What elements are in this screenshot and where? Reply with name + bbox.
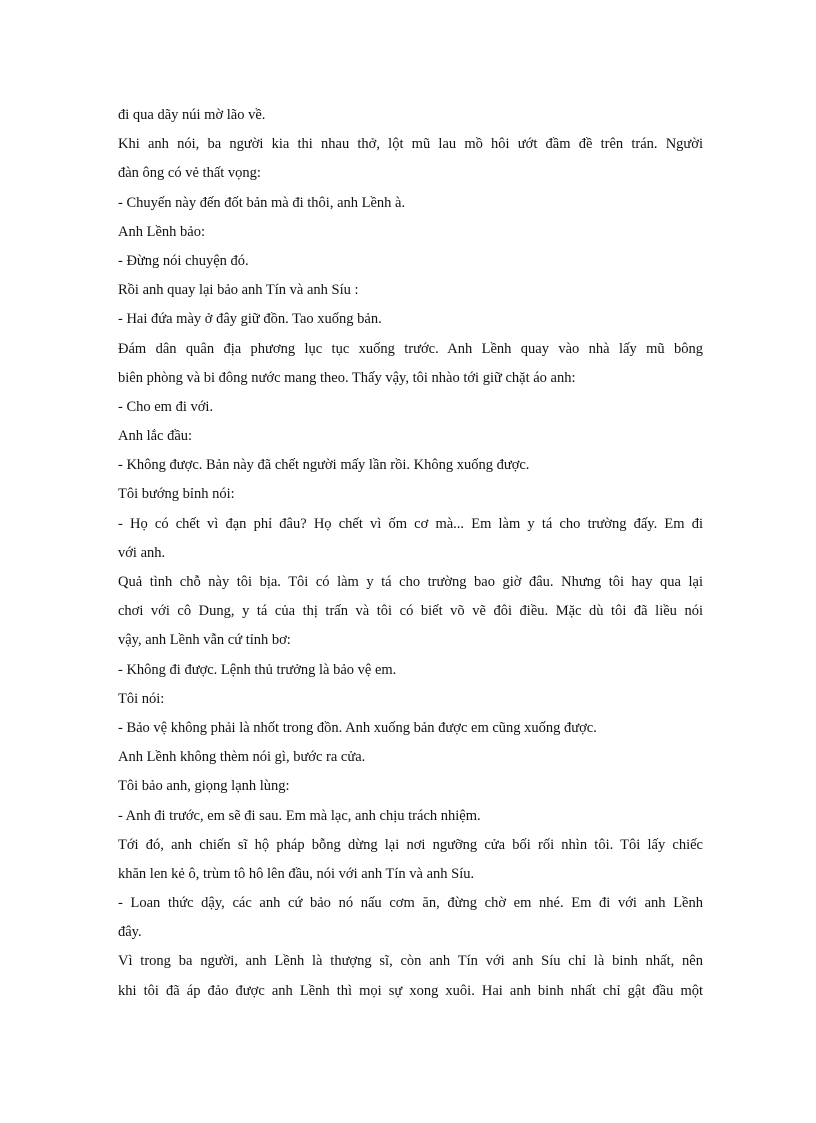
text-line: vậy, anh Lềnh vẫn cứ tỉnh bơ: [118, 632, 291, 649]
text-line: Anh Lềnh không thèm nói gì, bước ra cửa. [118, 749, 366, 766]
text-line: Tôi bảo anh, giọng lạnh lùng: [118, 778, 290, 795]
body-text [118, 101, 703, 1006]
text-line: khăn len kẻ ô, trùm tô hô lên đầu, nói với anh Tín và anh Síu. [118, 865, 475, 882]
text-line: Tôi nói: [118, 690, 165, 707]
text-line: Tôi bướng bỉnh nói: [118, 486, 235, 503]
text-line: với anh. [118, 544, 166, 561]
text-line: Tới đó, anh chiến sĩ hộ pháp bỗng dừng lại nơi ngưỡng cửa bối rối nhìn tôi. Tôi lấy chiếc [118, 836, 703, 853]
text-line: Vì trong ba người, anh Lềnh là thượng sĩ, còn anh Tín với anh Síu chỉ là binh nhất, nên [118, 953, 703, 970]
text-line: - Bảo vệ không phải là nhốt trong đồn. Anh xuống bản được em cũng xuống được. [118, 719, 597, 736]
text-line: - Loan thức dậy, các anh cứ bảo nó nấu cơm ăn, đừng chờ em nhé. Em đi với anh Lềnh [118, 895, 703, 912]
text-line: Anh lắc đầu: [118, 428, 193, 445]
text-line: - Cho em đi với. [118, 398, 214, 415]
text-line: đi qua dãy núi mờ lão về. [118, 107, 266, 123]
text-line: Quả tình chỗ này tôi bịa. Tôi có làm y tá cho trường bao giờ đâu. Nhưng tôi hay qua lại [118, 574, 703, 590]
text-line: đàn ông có vẻ thất vọng: [118, 165, 261, 182]
text-line: Khi anh nói, ba người kia thi nhau thở, lột mũ lau mồ hôi ướt đầm đề trên trán. Người [118, 136, 703, 153]
text-line: - Chuyến này đến đốt bản mà đi thôi, anh Lềnh à. [118, 194, 406, 211]
text-line: Đám dân quân địa phương lục tục xuống trước. Anh Lềnh quay vào nhà lấy mũ bông [118, 340, 703, 357]
text-line: đây. [118, 924, 142, 941]
text-line: khi tôi đã áp đảo được anh Lềnh thì mọi sự xong xuôi. Hai anh binh nhất chỉ gật đầu một [118, 982, 703, 999]
text-line: - Đừng nói chuyện đó. [118, 252, 249, 269]
text-line: biên phòng và bi đông nước mang theo. Thấy vậy, tôi nhào tới giữ chặt áo anh: [118, 369, 576, 386]
text-line: Anh Lềnh bảo: [118, 223, 205, 240]
text-line: - Họ có chết vì đạn phỉ đâu? Họ chết vì ốm cơ mà... Em làm y tá cho trường đấy. Em đi [118, 515, 703, 532]
text-line: - Không được. Bản này đã chết người mấy lần rồi. Không xuống được. [118, 457, 530, 474]
text-line: Rồi anh quay lại bảo anh Tín và anh Síu : [118, 282, 359, 299]
text-line: - Anh đi trước, em sẽ đi sau. Em mà lạc, anh chịu trách nhiệm. [118, 807, 481, 824]
text-line: - Hai đứa mày ở đây giữ đồn. Tao xuống bản. [118, 311, 382, 328]
text-line: - Không đi được. Lệnh thủ trưởng là bảo vệ em. [118, 661, 397, 678]
text-line: chơi với cô Dung, y tá của thị trấn và tôi có biết võ vẽ đôi điều. Mặc dù tôi đã liều nói [118, 603, 703, 620]
